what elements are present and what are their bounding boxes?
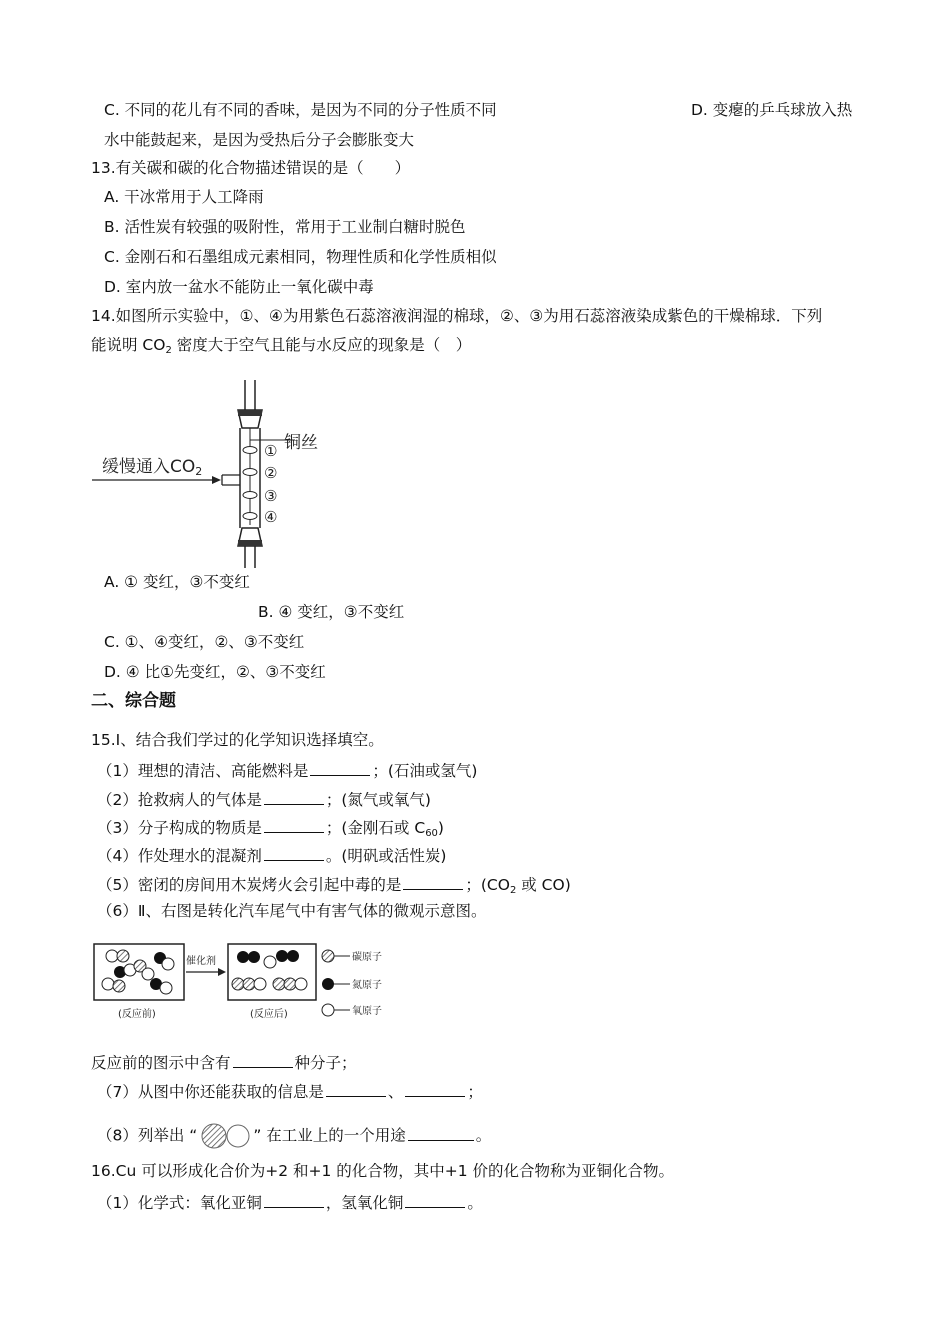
q15-item-3: （3）分子构成的物质是 ；(金刚石或 $C_{60}$) (97, 819, 444, 839)
ball-label-3: ③ (264, 487, 278, 505)
legend-nitrogen: 氮原子 (352, 980, 382, 991)
reaction-diagram-figure (90, 940, 400, 1025)
q12-option-d: D. 变瘪的乒乓球放入热 (691, 101, 853, 119)
wire-label: 铜丝 (284, 433, 318, 453)
ball-label-1: ① (264, 442, 278, 460)
q16-item-1: （1）化学式：氧化亚铜 ，氢氧化铜 。 (97, 1194, 483, 1212)
q14-stem-line2: 能说明 $CO_2$ 密度大于空气且能与水反应的现象是（ ） (91, 336, 472, 356)
answer-blank[interactable] (326, 1082, 386, 1097)
answer-blank[interactable] (264, 790, 324, 805)
answer-blank[interactable] (408, 1126, 474, 1141)
q12-option-c: C. 不同的花儿有不同的香味，是因为不同的分子性质不同 (104, 101, 497, 119)
answer-blank[interactable] (233, 1053, 293, 1068)
after-label: (反应后) (250, 1009, 288, 1020)
answer-blank[interactable] (310, 761, 370, 776)
answer-blank[interactable] (264, 846, 324, 861)
answer-blank[interactable] (403, 875, 463, 890)
legend-carbon: 碳原子 (352, 952, 382, 963)
q15-item-8: （8）列举出 “ ” 在工业上的一个用途 。 (97, 1122, 491, 1150)
q15-item-1: （1）理想的清洁、高能燃料是 ；(石油或氢气) (97, 762, 478, 780)
q13-option-b: B. 活性炭有较强的吸附性，常用于工业制白糖时脱色 (104, 218, 466, 236)
before-label: (反应前) (118, 1009, 156, 1020)
ball-label-4: ④ (264, 508, 278, 526)
q13-option-d: D. 室内放一盆水不能防止一氧化碳中毒 (104, 278, 374, 296)
q15-item-2: （2）抢救病人的气体是 ；(氮气或氧气) (97, 791, 431, 809)
legend-oxygen: 氧原子 (352, 1006, 382, 1017)
ball-label-2: ② (264, 464, 278, 482)
q13-stem: 13.有关碳和碳的化合物描述错误的是（ ） (91, 159, 411, 177)
q15-item-5: （5）密闭的房间用木炭烤火会引起中毒的是 ；($CO_2$ 或 CO) (97, 876, 571, 896)
q13-option-c: C. 金刚石和石墨组成元素相同，物理性质和化学性质相似 (104, 248, 497, 266)
q15-molecule-line: 反应前的图示中含有 种分子； (91, 1054, 357, 1072)
q14-option-d: D. ④ 比①先变红，②、③不变红 (104, 663, 326, 681)
q15-item-7: （7）从图中你还能获取的信息是 、 ； (97, 1083, 483, 1101)
answer-blank[interactable] (405, 1193, 465, 1208)
q15-item-4: （4）作处理水的混凝剂 。(明矾或活性炭) (97, 847, 447, 865)
inlet-label: 缓慢通入CO2 (102, 457, 203, 478)
co-molecule-icon (197, 1122, 253, 1150)
co2-apparatus-figure (90, 380, 350, 570)
section-title: 二、综合题 (91, 691, 176, 711)
catalyst-label: 催化剂 (186, 956, 216, 967)
q13-option-a: A. 干冰常用于人工降雨 (104, 188, 264, 206)
answer-blank[interactable] (264, 1193, 324, 1208)
q15-stem: 15.Ⅰ、结合我们学过的化学知识选择填空。 (91, 731, 384, 749)
q14-option-c: C. ①、④变红，②、③不变红 (104, 633, 305, 651)
q12-option-d-continued: 水中能鼓起来，是因为受热后分子会膨胀变大 (104, 131, 415, 149)
q14-option-a: A. ① 变红，③不变红 (104, 573, 250, 591)
q14-stem-line1: 14.如图所示实验中，①、④为用紫色石蕊溶液润湿的棉球，②、③为用石蕊溶液染成紫色的干燥棉球．下列 (91, 307, 823, 325)
q16-stem: 16.Cu 可以形成化合价为+2 和+1 的化合物，其中+1 价的化合物称为亚铜化合物。 (91, 1162, 675, 1180)
answer-blank[interactable] (405, 1082, 465, 1097)
answer-blank[interactable] (264, 818, 324, 833)
q15-item-6: （6）Ⅱ、右图是转化汽车尾气中有害气体的微观示意图。 (97, 902, 487, 920)
q14-option-b: B. ④ 变红，③不变红 (258, 603, 405, 621)
